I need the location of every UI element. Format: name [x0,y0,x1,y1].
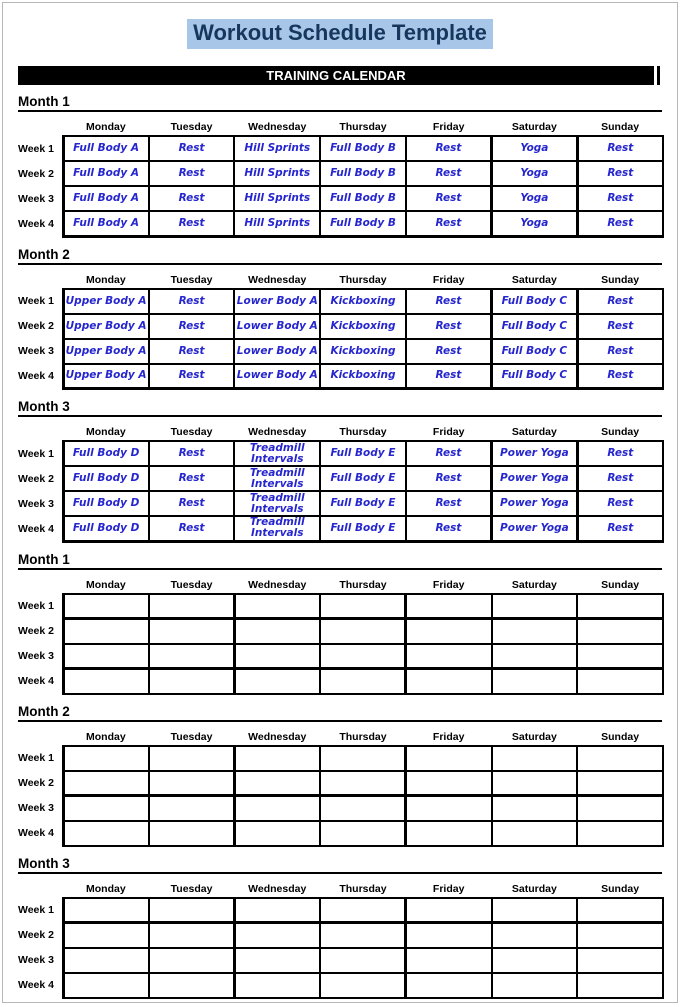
calendar-cell[interactable]: Rest [406,211,492,236]
calendar-cell[interactable] [492,898,578,923]
calendar-cell[interactable] [406,594,492,619]
calendar-cell[interactable]: Full Body D [63,491,149,516]
day-header: Thursday [339,426,387,438]
day-header: Saturday [511,121,557,133]
calendar-cell[interactable]: Rest [149,441,235,466]
week-label: Week 3 [18,948,63,973]
calendar-table [18,874,664,999]
calendar-cell[interactable] [320,669,406,694]
calendar-cell[interactable] [577,619,663,644]
calendar-table [18,570,664,695]
calendar-cell[interactable] [406,669,492,694]
calendar-cell[interactable] [149,594,235,619]
calendar-cell[interactable]: Power Yoga [492,491,578,516]
calendar-cell[interactable] [406,746,492,771]
calendar-cell[interactable]: Full Body C [492,339,578,364]
day-header: Tuesday [170,730,213,743]
calendar-cell[interactable]: Full Body B [320,136,406,161]
week-label: Week 2 [18,466,63,491]
month-section [18,399,662,543]
month-heading: Month 2 [18,247,662,265]
day-header: Friday [432,882,465,895]
calendar-cell[interactable] [492,771,578,796]
calendar-cell[interactable]: Rest [149,314,235,339]
table-corner-spacer [18,570,63,594]
calendar-cell[interactable] [577,771,663,796]
calendar-cell[interactable] [406,898,492,923]
calendar-cell[interactable]: Upper Body A [63,314,149,339]
calendar-cell[interactable]: Full Body C [492,289,578,314]
calendar-cell[interactable] [492,619,578,644]
calendar-cell[interactable] [320,796,406,821]
calendar-cell[interactable] [406,948,492,973]
calendar-cell[interactable]: Full Body A [63,186,149,211]
calendar-cell[interactable]: Rest [149,186,235,211]
calendar-cell[interactable]: Yoga [492,136,578,161]
calendar-cell[interactable] [63,923,149,948]
calendar-cell[interactable] [234,948,320,973]
calendar-cell[interactable] [149,898,235,923]
calendar-cell[interactable]: Full Body A [63,211,149,236]
calendar-cell[interactable] [320,619,406,644]
calendar-cell[interactable]: Rest [149,211,235,236]
day-header: Wednesday [248,426,307,438]
calendar-cell[interactable]: Lower Body A [234,339,320,364]
day-header: Monday [86,730,126,743]
calendar-cell[interactable]: Full Body A [63,136,149,161]
day-header: Wednesday [248,882,307,895]
day-header: Monday [86,121,126,133]
week-label: Week 2 [18,619,63,644]
table-corner-spacer [18,874,63,898]
calendar-cell[interactable]: Rest [406,161,492,186]
calendar-cell[interactable] [320,948,406,973]
day-header: Sunday [601,882,640,895]
calendar-cell[interactable]: Rest [406,466,492,491]
calendar-cell[interactable] [577,821,663,846]
calendar-cell[interactable]: Full Body A [63,161,149,186]
calendar-cell[interactable]: Lower Body A [234,289,320,314]
calendar-cell[interactable]: Rest [406,289,492,314]
week-label: Week 4 [18,211,63,236]
calendar-cell[interactable] [320,821,406,846]
week-label: Week 3 [18,339,63,364]
calendar-cell[interactable] [234,821,320,846]
day-header: Thursday [339,273,387,286]
calendar-cell[interactable]: Treadmill Intervals [234,441,320,466]
calendar-cell[interactable] [492,923,578,948]
calendar-cell[interactable]: Lower Body A [234,364,320,389]
week-label: Week 1 [18,441,63,466]
calendar-cell[interactable]: Full Body B [320,211,406,236]
calendar-cell[interactable] [320,973,406,998]
week-label: Week 1 [18,746,63,771]
day-header: Friday [432,578,465,591]
calendar-cell[interactable] [63,948,149,973]
calendar-cell[interactable]: Hill Sprints [234,186,320,211]
calendar-table [18,722,664,847]
table-corner-spacer [18,722,63,746]
calendar-cell[interactable]: Yoga [492,161,578,186]
calendar-cell[interactable]: Full Body E [320,491,406,516]
calendar-cell[interactable]: Kickboxing [320,339,406,364]
calendar-cell[interactable]: Treadmill Intervals [234,491,320,516]
week-label: Week 4 [18,973,63,998]
calendar-cell[interactable] [63,821,149,846]
day-header: Wednesday [248,730,307,743]
month-heading: Month 2 [18,704,662,722]
day-header: Tuesday [170,578,213,591]
page-title: Workout Schedule Template [187,19,493,49]
calendar-cell[interactable]: Full Body C [492,314,578,339]
calendar-cell[interactable] [320,898,406,923]
day-header: Sunday [601,273,640,286]
day-header: Friday [432,121,465,133]
calendar-cell[interactable] [63,796,149,821]
calendar-cell[interactable]: Rest [577,491,663,516]
calendar-cell[interactable]: Kickboxing [320,314,406,339]
month-heading: Month 3 [18,399,662,417]
calendar-cell[interactable]: Rest [577,339,663,364]
day-header: Tuesday [170,882,213,895]
day-header: Tuesday [170,426,213,438]
calendar-cell[interactable] [406,821,492,846]
day-header: Tuesday [170,273,213,286]
day-header: Sunday [601,426,640,438]
calendar-cell[interactable]: Full Body B [320,161,406,186]
day-header: Thursday [339,578,387,591]
calendar-cell[interactable] [149,948,235,973]
calendar-cell[interactable] [149,619,235,644]
day-header: Friday [432,426,465,438]
calendar-cell[interactable] [63,669,149,694]
calendar-cell[interactable]: Full Body C [492,364,578,389]
calendar-cell[interactable] [492,973,578,998]
calendar-cell[interactable] [492,796,578,821]
calendar-cell[interactable]: Hill Sprints [234,136,320,161]
calendar-cell[interactable] [320,644,406,669]
calendar-cell[interactable]: Power Yoga [492,441,578,466]
day-header: Saturday [511,578,557,591]
month-section [18,704,662,847]
week-label: Week 3 [18,491,63,516]
calendar-cell[interactable] [577,644,663,669]
calendar-cell[interactable]: Hill Sprints [234,211,320,236]
week-label: Week 3 [18,644,63,669]
calendar-cell[interactable] [234,669,320,694]
calendar-cell[interactable]: Rest [149,364,235,389]
calendar-cell[interactable] [234,923,320,948]
calendar-cell[interactable]: Rest [577,161,663,186]
calendar-cell[interactable] [492,948,578,973]
calendar-cell[interactable]: Kickboxing [320,364,406,389]
calendar-cell[interactable]: Rest [406,441,492,466]
week-label: Week 2 [18,923,63,948]
day-header: Thursday [339,121,387,133]
week-label: Week 4 [18,516,63,541]
month-section [18,247,662,391]
day-header: Monday [86,578,126,591]
day-header: Sunday [601,578,640,591]
calendar-cell[interactable] [234,796,320,821]
calendar-cell[interactable] [577,923,663,948]
calendar-cell[interactable]: Full Body E [320,441,406,466]
calendar-cell[interactable] [406,796,492,821]
calendar-cell[interactable] [63,898,149,923]
calendar-cell[interactable]: Rest [406,186,492,211]
calendar-cell[interactable]: Rest [577,516,663,541]
week-label: Week 3 [18,186,63,211]
day-header: Friday [432,273,465,286]
calendar-cell[interactable] [492,669,578,694]
calendar-cell[interactable] [149,923,235,948]
calendar-cell[interactable]: Treadmill Intervals [234,466,320,491]
training-calendar-banner: TRAINING CALENDAR [18,66,654,85]
calendar-cell[interactable] [577,669,663,694]
document-page [2,2,678,1003]
calendar-cell[interactable] [63,771,149,796]
week-label: Week 1 [18,898,63,923]
week-label: Week 2 [18,161,63,186]
month-section [18,856,662,999]
day-header: Thursday [339,882,387,895]
day-header: Saturday [511,273,557,286]
calendar-cell[interactable]: Rest [149,339,235,364]
calendar-cell[interactable]: Rest [149,466,235,491]
calendar-cell[interactable]: Rest [149,136,235,161]
calendar-cell[interactable]: Upper Body A [63,339,149,364]
calendar-cell[interactable] [492,821,578,846]
calendar-cell[interactable] [406,644,492,669]
calendar-cell[interactable] [63,973,149,998]
calendar-cell[interactable]: Lower Body A [234,314,320,339]
calendar-cell[interactable]: Full Body E [320,466,406,491]
calendar-cell[interactable]: Full Body E [320,516,406,541]
calendar-table [18,265,664,391]
table-corner-spacer [18,265,63,289]
month-heading: Month 1 [18,552,662,570]
day-header: Tuesday [170,121,213,133]
calendar-cell[interactable] [149,821,235,846]
calendar-cell[interactable]: Full Body D [63,466,149,491]
calendar-cell[interactable]: Treadmill Intervals [234,516,320,541]
day-header: Thursday [339,730,387,743]
day-header: Sunday [601,730,640,743]
calendar-cell[interactable] [234,973,320,998]
calendar-cell[interactable]: Rest [149,161,235,186]
calendar-cell[interactable]: Yoga [492,186,578,211]
day-header: Wednesday [248,273,307,286]
calendar-cell[interactable] [406,973,492,998]
week-label: Week 1 [18,594,63,619]
calendar-cell[interactable] [234,746,320,771]
calendar-cell[interactable]: Rest [406,516,492,541]
day-header: Saturday [511,426,557,438]
calendar-cell[interactable] [577,746,663,771]
calendar-cell[interactable] [492,594,578,619]
calendar-cell[interactable]: Rest [406,314,492,339]
day-header: Saturday [511,730,557,743]
calendar-cell[interactable]: Rest [406,364,492,389]
calendar-cell[interactable] [149,796,235,821]
calendar-cell[interactable] [320,746,406,771]
day-header: Saturday [511,882,557,895]
calendar-cell[interactable] [320,923,406,948]
month-section [18,94,662,238]
calendar-cell[interactable] [149,746,235,771]
calendar-cell[interactable] [63,644,149,669]
calendar-cell[interactable] [577,973,663,998]
day-header: Wednesday [248,121,307,133]
calendar-cell[interactable]: Rest [406,491,492,516]
calendar-cell[interactable]: Rest [577,466,663,491]
day-header: Wednesday [248,578,307,591]
calendar-sections [3,94,677,999]
week-label: Week 1 [18,289,63,314]
calendar-cell[interactable] [149,644,235,669]
calendar-cell[interactable]: Rest [149,289,235,314]
calendar-cell[interactable]: Rest [577,314,663,339]
calendar-cell[interactable] [577,948,663,973]
calendar-table [18,417,664,543]
calendar-cell[interactable] [577,796,663,821]
calendar-cell[interactable]: Power Yoga [492,466,578,491]
calendar-cell[interactable] [320,771,406,796]
calendar-cell[interactable] [149,771,235,796]
week-label: Week 4 [18,821,63,846]
table-corner-spacer [18,417,63,441]
table-corner-spacer [18,112,63,136]
week-label: Week 4 [18,669,63,694]
calendar-cell[interactable]: Rest [406,339,492,364]
day-header: Monday [86,426,126,438]
month-heading: Month 1 [18,94,662,112]
calendar-cell[interactable]: Kickboxing [320,289,406,314]
calendar-cell[interactable]: Upper Body A [63,289,149,314]
calendar-cell[interactable]: Rest [577,289,663,314]
calendar-cell[interactable]: Rest [149,491,235,516]
calendar-cell[interactable] [577,594,663,619]
calendar-cell[interactable] [320,594,406,619]
week-label: Week 2 [18,314,63,339]
calendar-cell[interactable] [492,644,578,669]
calendar-cell[interactable] [577,898,663,923]
calendar-cell[interactable]: Rest [406,136,492,161]
calendar-cell[interactable]: Upper Body A [63,364,149,389]
calendar-cell[interactable]: Rest [577,136,663,161]
calendar-cell[interactable]: Rest [577,441,663,466]
calendar-cell[interactable] [234,644,320,669]
calendar-table [18,112,664,238]
calendar-cell[interactable]: Rest [149,516,235,541]
month-section [18,552,662,695]
calendar-cell[interactable] [406,619,492,644]
calendar-cell[interactable] [149,669,235,694]
calendar-cell[interactable] [234,771,320,796]
calendar-cell[interactable]: Yoga [492,211,578,236]
calendar-cell[interactable] [63,746,149,771]
calendar-cell[interactable]: Hill Sprints [234,161,320,186]
month-heading: Month 3 [18,856,662,874]
calendar-cell[interactable] [63,619,149,644]
calendar-cell[interactable]: Full Body D [63,441,149,466]
calendar-cell[interactable]: Full Body D [63,516,149,541]
calendar-cell[interactable]: Rest [577,211,663,236]
calendar-cell[interactable]: Power Yoga [492,516,578,541]
calendar-cell[interactable] [63,594,149,619]
calendar-cell[interactable] [149,973,235,998]
calendar-cell[interactable] [234,619,320,644]
page-title-row [3,19,677,49]
calendar-cell[interactable]: Rest [577,364,663,389]
week-label: Week 1 [18,136,63,161]
calendar-cell[interactable] [234,594,320,619]
day-header: Monday [86,273,126,286]
day-header: Monday [86,882,126,895]
calendar-cell[interactable]: Rest [577,186,663,211]
calendar-cell[interactable] [406,771,492,796]
calendar-cell[interactable]: Full Body B [320,186,406,211]
week-label: Week 2 [18,771,63,796]
calendar-cell[interactable] [492,746,578,771]
week-label: Week 4 [18,364,63,389]
day-header: Sunday [601,121,640,133]
calendar-cell[interactable] [234,898,320,923]
day-header: Friday [432,730,465,743]
calendar-cell[interactable] [406,923,492,948]
week-label: Week 3 [18,796,63,821]
